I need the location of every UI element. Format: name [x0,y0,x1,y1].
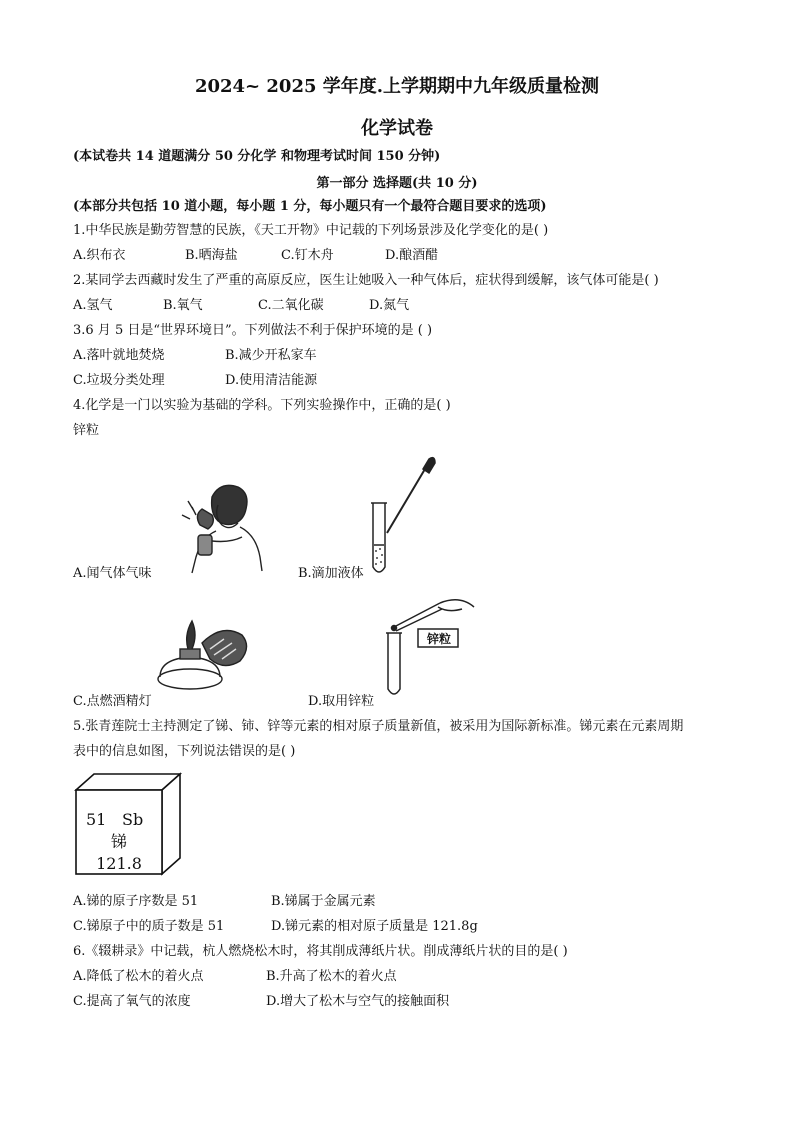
question-5-stem: 5.张青莲院士主持测定了锑、铈、锌等元素的相对原子质量新值，被采用为国际新标准。锑元素在元素周期 [73,719,684,734]
option-b: B.升高了松木的着火点 [266,969,397,984]
option-a: A.降低了松木的着火点 [73,969,204,984]
drop-liquid-figure [365,455,445,580]
option-a-caption: A.闻气体气味 [73,566,152,581]
option-c: C.钉木舟 [281,248,334,263]
exam-note: (本试卷共 14 道题满分 50 分化学 和物理考试时间 150 分钟) [73,149,441,164]
element-mass: 121.8 [96,854,142,873]
question-2-stem: 2.某同学去西藏时发生了严重的高原反应，医生让她吸入一种气体后，症状得到缓解，该气体可能是( ) [73,273,659,288]
option-c: C.垃圾分类处理 [73,373,165,388]
option-c: C.锑原子中的质子数是 51 [73,919,225,934]
option-d: D.氮气 [369,298,410,313]
add-zinc-figure [380,597,480,697]
option-d-caption: D.取用锌粒 [308,694,375,709]
question-4-extra: 锌粒 [73,423,100,438]
option-d: D.酿酒醋 [385,248,439,263]
option-b: B.晒海盐 [185,248,238,263]
option-d: D.锑元素的相对原子质量是 121.8g [271,919,478,934]
option-a: A.氢气 [73,298,113,313]
question-6-stem: 6.《辍耕录》中记载，杭人燃烧松木时，将其削成薄纸片状。削成薄纸片状的目的是( ) [73,944,568,959]
question-5-stem-continued: 表中的信息如图，下列说法错误的是( ) [73,744,296,759]
option-d: D.使用清洁能源 [225,373,318,388]
exam-title: 2024~ 2025 学年度.上学期期中九年级质量检测 [194,76,600,97]
zinc-label: 锌粒 [426,632,451,646]
element-name: 锑 [110,832,127,851]
option-b: B.锑属于金属元素 [271,894,376,909]
element-number: 51 [86,810,107,829]
option-a: A.落叶就地焚烧 [73,348,165,363]
option-c-caption: C.点燃酒精灯 [73,694,152,709]
alcohol-lamp-figure [152,605,262,695]
question-1-stem: 1.中华民族是勤劳智慧的民族，《天工开物》中记载的下列场景涉及化学变化的是( ) [73,223,549,238]
smell-gas-figure [160,475,270,575]
option-c: C.二氧化碳 [258,298,324,313]
part-instruction: (本部分共包括 10 道小题，每小题 1 分，每小题只有一个最符合题目要求的选项) [73,199,547,214]
option-b: B.氧气 [163,298,203,313]
option-a: A.织布衣 [73,248,126,263]
exam-subtitle: 化学试卷 [361,118,433,139]
option-d: D.增大了松木与空气的接触面积 [266,994,450,1009]
question-3-stem: 3.6 月 5 日是“世界环境日”。下列做法不利于保护环境的是 ( ) [73,323,433,338]
option-c: C.提高了氧气的浓度 [73,994,191,1009]
element-symbol: Sb [122,810,144,829]
option-b-caption: B.滴加液体 [298,566,364,581]
question-4-stem: 4.化学是一门以实验为基础的学科。下列实验操作中，正确的是( ) [73,398,451,413]
option-b: B.减少开私家车 [225,348,317,363]
part-heading: 第一部分 选择题(共 10 分) [316,176,478,191]
option-a: A.锑的原子序数是 51 [73,894,199,909]
